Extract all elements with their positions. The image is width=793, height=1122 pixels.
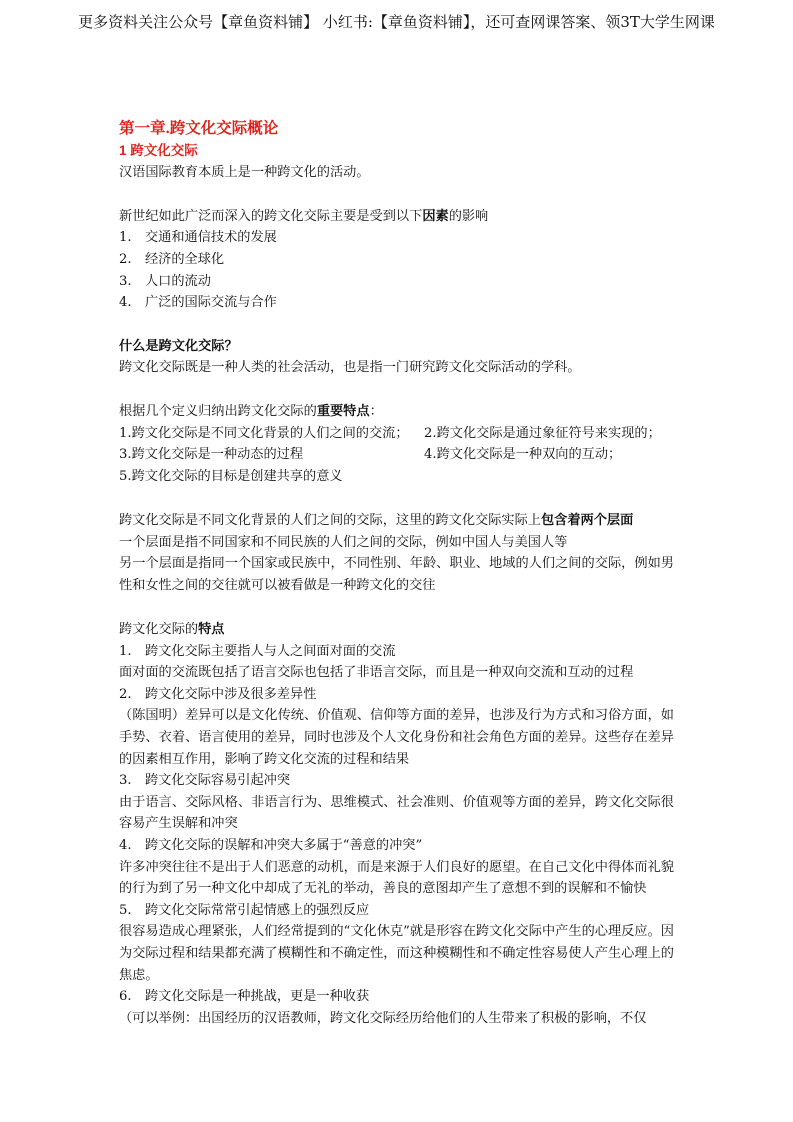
features-lead-suffix: ：	[369, 404, 383, 420]
list-number: 4.	[119, 838, 132, 853]
factors-lead-suffix: 的影响	[448, 208, 489, 224]
section-title: 1 跨文化交际	[119, 142, 198, 158]
list-text: 跨文化交际是一种挑战，更是一种收获	[145, 989, 370, 1005]
characteristic-desc: 很容易造成心理紧张，人们经常提到的“文化休克”就是形容在跨文化交际中产生的心理反应。因为交际过程和结果都充满了模糊性和不确定性，而这种模糊性和不确定性容易使人产生心理上的焦虑。	[119, 924, 674, 983]
list-number: 6.	[119, 989, 132, 1005]
intro-paragraph: 汉语国际教育本质上是一种跨文化的活动。	[119, 164, 370, 180]
list-text: 跨文化交际主要指人与人之间面对面的交流	[145, 643, 396, 659]
chapter-title: 第一章.跨文化交际概论	[119, 120, 279, 137]
feature-item: 3.跨文化交际是一种动态的过程	[119, 447, 304, 463]
characteristic-title	[119, 986, 674, 1008]
list-number: 5.	[119, 902, 132, 918]
features-lead-text: 根据几个定义归纳出跨文化交际的	[119, 404, 317, 420]
factors-lead-text: 新世纪如此广泛而深入的跨文化交际主要是受到以下	[119, 208, 423, 224]
characteristic-title	[119, 641, 674, 663]
feature-item: 1.跨文化交际是不同文化背景的人们之间的交流；	[119, 425, 409, 441]
characteristic-desc: 由于语言、交际风格、非语言行为、思维模式、社会准则、价值观等方面的差异，跨文化交际很容易产生误解和冲突	[119, 794, 674, 832]
list-item	[119, 249, 674, 271]
list-text: 人口的流动	[145, 273, 211, 289]
layers-lead	[119, 509, 674, 532]
characteristics-lead-text: 跨文化交际的	[119, 622, 199, 638]
list-text: 跨文化交际中涉及很多差异性	[145, 686, 317, 702]
list-number: 1.	[119, 230, 132, 246]
characteristic-title	[119, 835, 674, 857]
feature-item: 2.跨文化交际是通过象征符号来实现的；	[424, 425, 661, 441]
list-number: 2.	[119, 251, 132, 267]
document-body	[119, 118, 674, 1029]
feature-row	[119, 444, 674, 466]
characteristics-lead-bold: 特点	[198, 621, 225, 637]
list-text: 跨文化交际的误解和冲突大多属于“善意的冲突”	[145, 838, 423, 853]
list-text: 跨文化交际容易引起冲突	[145, 773, 291, 789]
list-text: 经济的全球化	[145, 251, 225, 267]
list-text: 跨文化交际常常引起情感上的强烈反应	[145, 902, 370, 918]
characteristic-desc: 面对面的交流既包括了语言交际也包括了非语言交际，而且是一种双向交流和互动的过程	[119, 665, 634, 681]
characteristic-title	[119, 684, 674, 706]
list-number: 3.	[119, 273, 132, 289]
list-number: 4.	[119, 295, 132, 311]
list-item	[119, 227, 674, 249]
features-lead	[119, 400, 674, 423]
characteristic-title	[119, 900, 674, 922]
characteristic-title	[119, 770, 674, 792]
features-lead-bold: 重要特点	[316, 403, 370, 419]
characteristics-lead	[119, 618, 674, 641]
feature-item: 5.跨文化交际的目标是创建共享的意义	[119, 468, 343, 484]
characteristic-desc: （可以举例：出国经历的汉语教师，跨文化交际经历给他们的人生带来了积极的影响，不仅	[119, 1010, 647, 1026]
list-item	[119, 271, 674, 293]
list-number: 1.	[119, 643, 132, 659]
characteristic-desc: 许多冲突往往不是出于人们恶意的动机，而是来源于人们良好的愿望。在自己文化中得体而礼貌的行为到了另一种文化中却成了无礼的举动，善良的意图却产生了意想不到的误解和不愉快	[119, 859, 674, 897]
factors-lead	[119, 205, 674, 228]
list-text: 交通和通信技术的发展	[145, 230, 277, 246]
layers-lead-text: 跨文化交际是不同文化背景的人们之间的交际，这里的跨文化交际实际上	[119, 513, 541, 529]
list-number: 2.	[119, 686, 132, 702]
feature-row	[119, 423, 674, 445]
layers-lead-bold: 包含着两个层面	[541, 512, 634, 528]
what-is-heading: 什么是跨文化交际？	[119, 338, 238, 354]
characteristic-desc: （陈国明）差异可以是文化传统、价值观、信仰等方面的差异，也涉及行为方式和习俗方面，如手势、衣着、语言使用的差异，同时也涉及个人文化身份和社会角色方面的差异。这些存在差异的因素相互作用，影响了跨文化交流的过程和结果	[119, 708, 674, 767]
definition-paragraph: 跨文化交际既是一种人类的社会活动，也是指一门研究跨文化交际活动的学科。	[119, 359, 581, 375]
feature-item: 4.跨文化交际是一种双向的互动；	[424, 447, 622, 463]
list-item	[119, 292, 674, 314]
header-banner: 更多资料关注公众号【章鱼资料铺】 小红书:【章鱼资料铺】，还可查网课答案、领3T大学生网课	[78, 13, 715, 31]
list-text: 广泛的国际交流与合作	[145, 295, 277, 311]
list-number: 3.	[119, 773, 132, 789]
layer-one: 一个层面是指不同国家和不同民族的人们之间的交际，例如中国人与美国人等	[119, 534, 568, 550]
factors-lead-bold: 因素	[422, 207, 449, 223]
layer-two: 另一个层面是指同一个国家或民族中，不同性别、年龄、职业、地域的人们之间的交际，例如男性和女性之间的交往就可以被看做是一种跨文化的交往	[119, 556, 674, 593]
